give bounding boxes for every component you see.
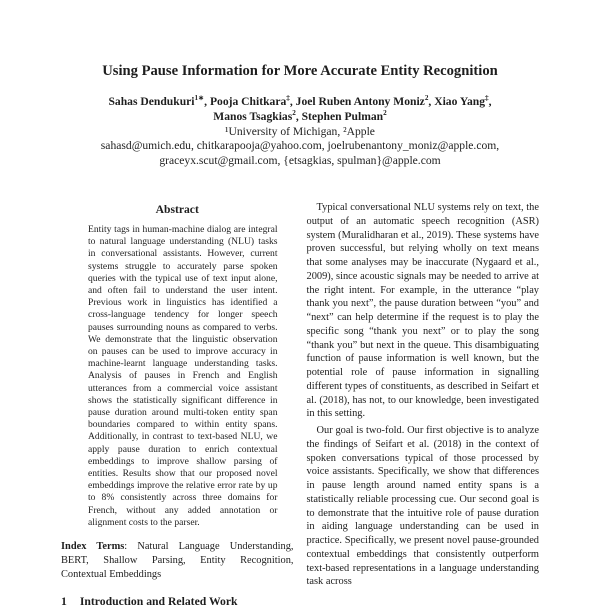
- right-column: [307, 201, 540, 608]
- left-column: [61, 201, 294, 608]
- intro-paragraph-2: Our goal is two-fold. Our first objective is to analyze the findings of Seifart et al. (2018) in the context of spoken conversations typical of those processed by voice assistants. Specifically, we show that differences in pause length around named entity spans is a statistically reliable processing cue. Our second goal is to demonstrate that the intuitive role of pause duration in aiding language understanding can be used in practice. Specifically, we present novel pause-grounded contextual embeddings that consistently outperform text-based representations in a language understanding task across: [306, 425, 539, 588]
- author-line-2: Manos Tsagkias$^2$, Stephen Pulman$^2$: [213, 108, 387, 123]
- index-terms-label: Index Terms: [61, 541, 125, 553]
- section-1-heading: [61, 595, 294, 608]
- intro-paragraph-1: Typical conversational NLU systems rely on text, the output of an automatic speech recognition (ASR) system (Muralidharan et al., 2019). These systems have proven successful, but relying wholly on text means that some analyses may be inaccurate (Nygaard et al., 2009), since acoustic signals may be needed to arrive at the right intent. For example, in the utterance “play thank you next”, the pause duration between “you” and “next” can help determine if the request is to play the specific song “thank you next” or to play the song “thank you” but next in the queue. This disambiguating function of pause information is well known, but the potential role of pause information in signalling different types of constituents, as described in Seifart et al. (2018), has not, to our knowledge, been investigated in this setting.: [306, 202, 539, 420]
- abstract-text: Entity tags in human-machine dialog are integral to natural language understanding (NLU) tasks in conversational assistants. However, current systems struggle to accurately parse spoken queries with the typical use of text input alone, and often fail to understand the user intent. Previous work in linguistics has identified a cross-language tendency for longer speech pauses surrounding nouns as compared to verbs. We demonstrate that the linguistic observation on pauses can be used to improve accuracy in machine-learnt language understanding tasks. Analysis of pauses in French and English utterances from a commercial voice assistant shows the statistically significant difference in pause duration around multi-token entity span boundaries compared to within entity spans. Additionally, in contrast to text-based NLU, we apply pause duration to enrich contextual embeddings to improve shallow parsing of entities. Results show that our proposed novel embeddings improve the relative error rate by up to 8% consistently across three domains for French, without any added annotation or alignment costs to the parser.: [88, 224, 278, 528]
- section-1-title: Introduction and Related Work: [79, 595, 238, 608]
- email-line-2: graceyx.scut@gmail.com, {etsagkias, spulman}@apple.com: [159, 153, 441, 167]
- index-terms: [61, 540, 294, 582]
- email-line-1: sahasd@umich.edu, chitkarapooja@yahoo.com, joelrubenantony_moniz@apple.com,: [100, 139, 500, 152]
- section-1-number: 1: [61, 595, 67, 608]
- affiliations: ¹University of Michigan, ²Apple: [225, 125, 375, 138]
- author-line-1: Sahas Dendukuri$^{1∗}$, Pooja Chitkara‡, Joel Ruben Antony Moniz$^2$, Xiao Yang‡,: [108, 94, 492, 108]
- two-column-body: [61, 201, 539, 608]
- index-terms-list: : Natural Language Understanding, BERT, Shallow Parsing, Entity Recognition, Contextual Embeddings: [61, 541, 294, 581]
- paper-title: Using Pause Information for More Accurate Entity Recognition: [102, 63, 498, 79]
- abstract-heading: Abstract: [155, 203, 199, 216]
- author-block: [0, 95, 600, 168]
